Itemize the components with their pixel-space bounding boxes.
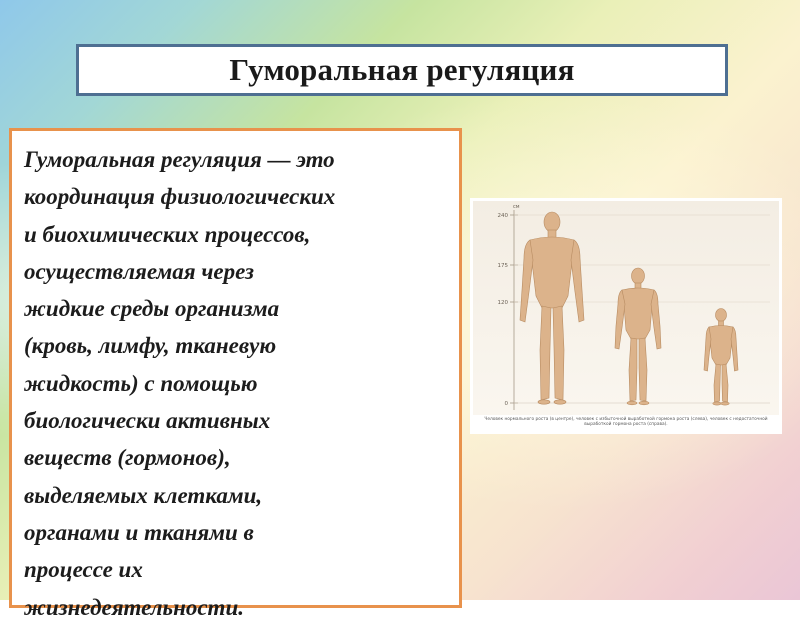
text-line: жизнедеятельности. [24, 594, 244, 620]
text-line: биологически активных [24, 408, 271, 434]
text-line: координация физиологических [24, 184, 336, 210]
slide-title: Гуморальная регуляция [229, 52, 575, 87]
text-line: жидкие среды организма [24, 296, 280, 322]
scale-unit-label: см [513, 204, 520, 210]
text-line: выделяемых клетками, [24, 482, 263, 508]
text-line: органами и тканями в [24, 519, 254, 545]
definition-text-box [9, 128, 462, 620]
scale-label-175: 175 [497, 263, 508, 269]
scale-label-0: 0 [504, 401, 508, 407]
text-line: веществ (гормонов), [24, 445, 231, 471]
text-line: Гуморальная регуляция — это [24, 147, 335, 172]
height-comparison-figure [470, 198, 782, 434]
scale-label-240: 240 [497, 213, 508, 219]
scale-label-120: 120 [497, 300, 508, 306]
text-line: и биохимических процессов, [24, 221, 311, 247]
title-box [76, 44, 728, 96]
definition-text [24, 141, 462, 626]
figure-caption: Человек нормального роста (в центре), человек с избыточной выработкой гормона роста (слева), человек с недостаточной выработкой гормона роста (справа). [484, 417, 768, 428]
text-line: процессе их [24, 557, 143, 583]
height-comparison-illustration [470, 198, 782, 434]
text-line: жидкость) с помощью [24, 370, 258, 396]
text-line: (кровь, лимфу, тканевую [24, 333, 277, 359]
text-line: осуществляемая через [24, 258, 254, 284]
